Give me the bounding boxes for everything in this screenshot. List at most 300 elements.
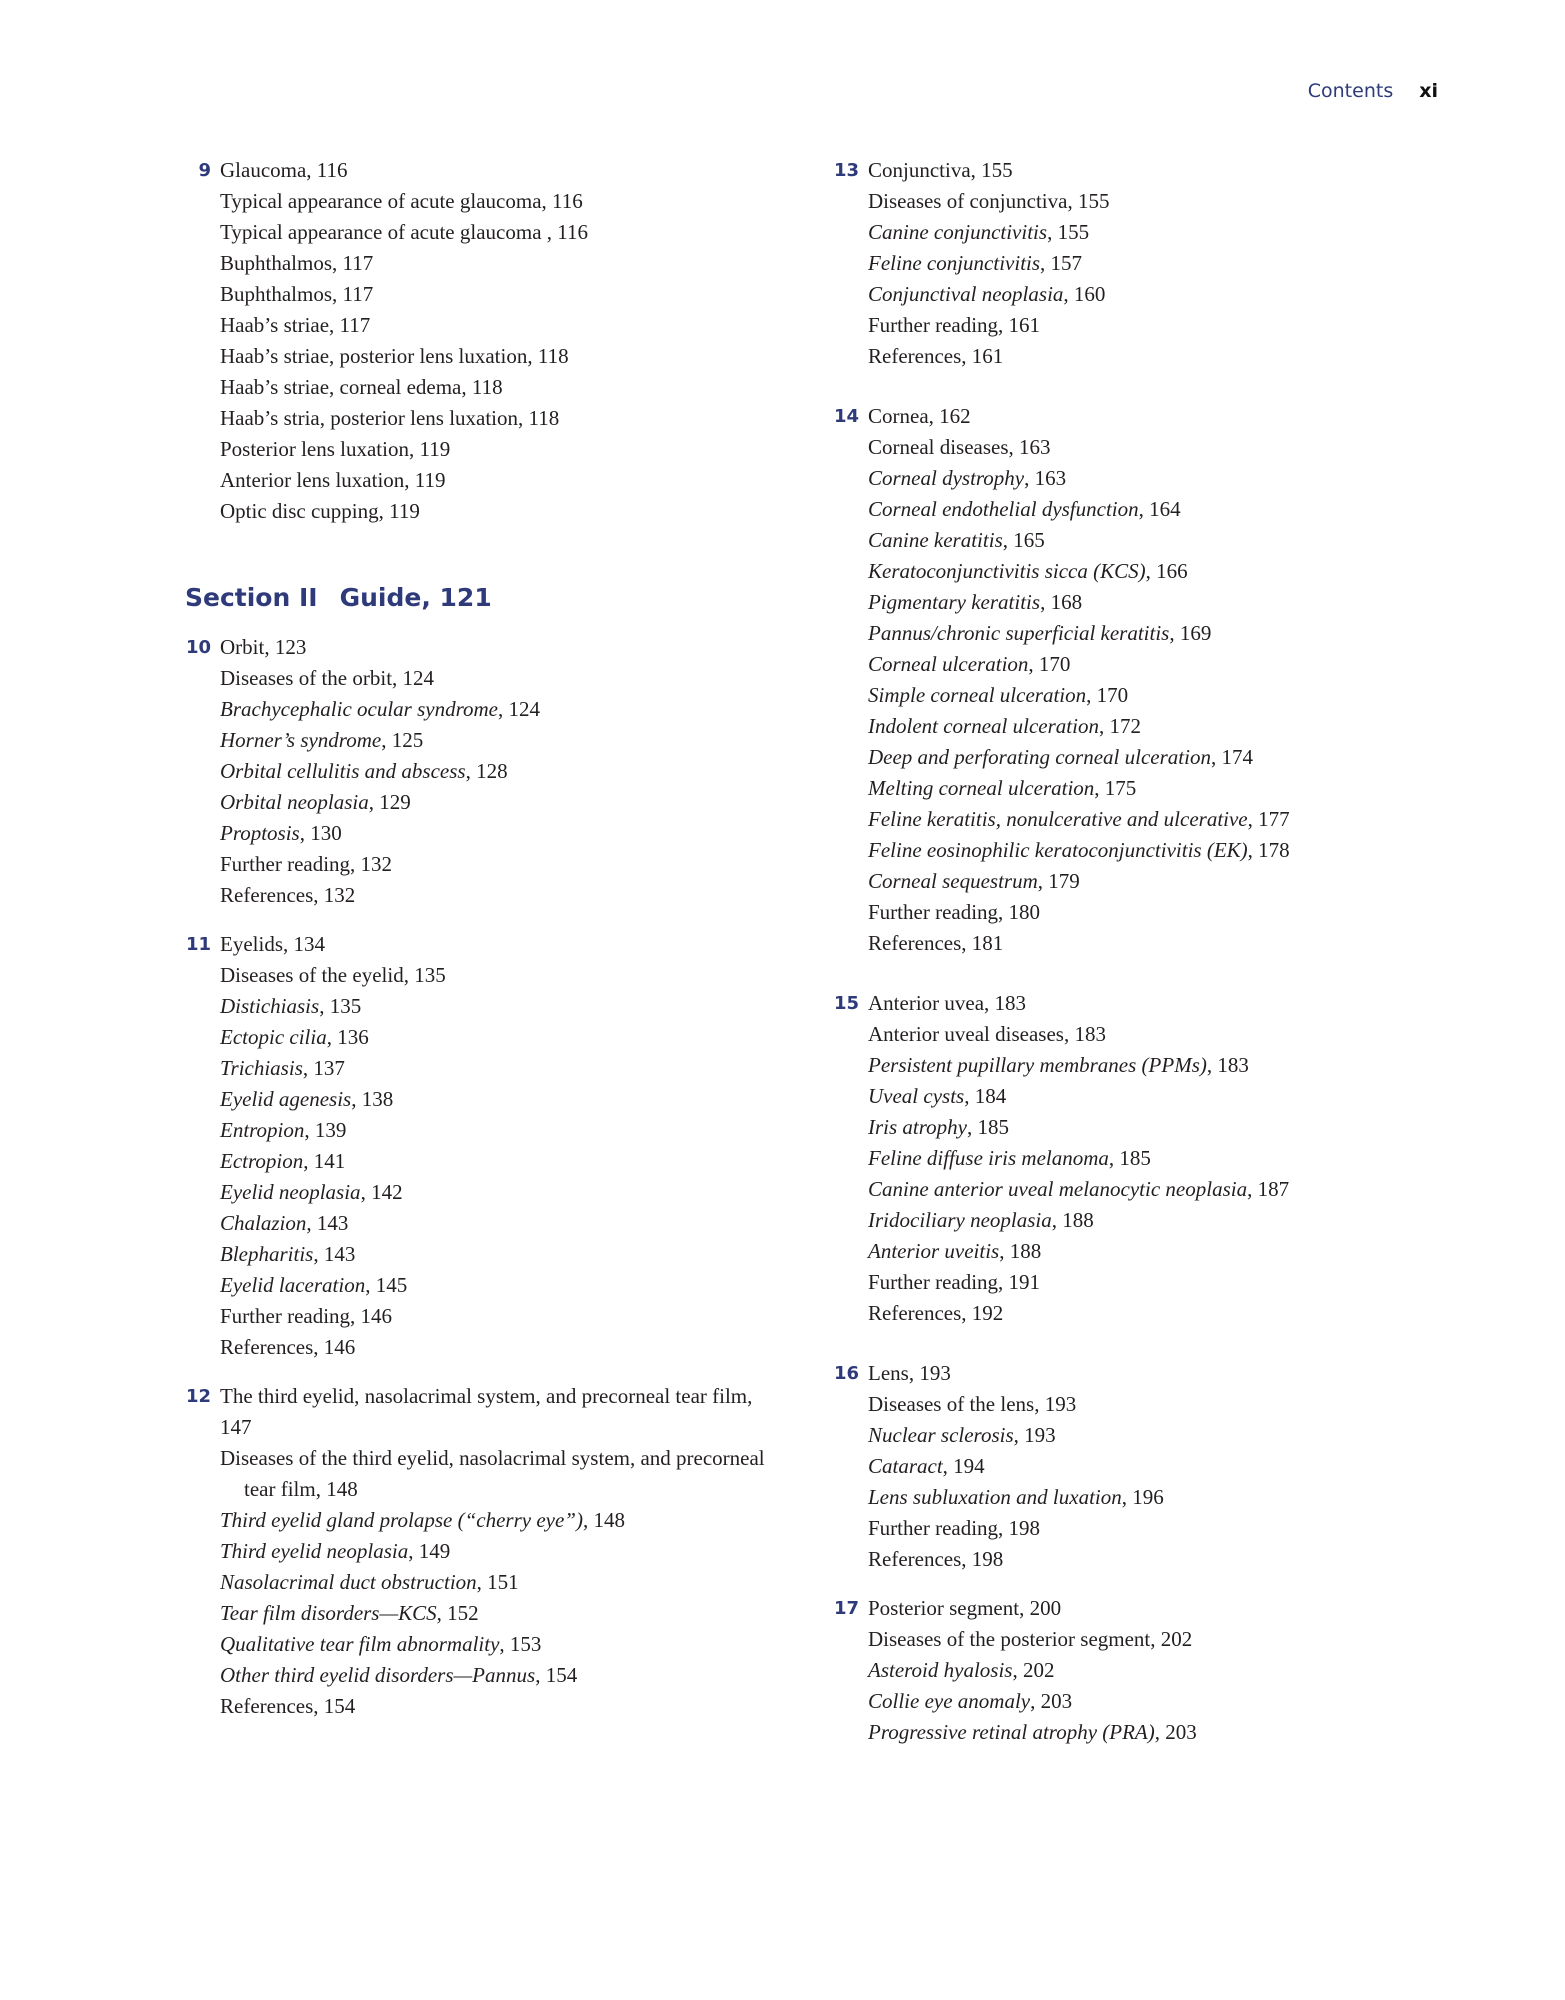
- toc-entry-page: 134: [293, 932, 325, 956]
- toc-entry-title: Melting corneal ulceration: [868, 776, 1095, 800]
- toc-entry-title: Nasolacrimal duct obstruction: [220, 1570, 477, 1594]
- toc-entry[interactable]: Further reading, 198: [868, 1516, 1041, 1540]
- toc-entry-page: 123: [274, 635, 307, 659]
- toc-entry-title: Optic disc cupping: [220, 499, 379, 523]
- toc-entry-title: Conjunctiva: [868, 158, 971, 182]
- toc-entry-page: 154: [323, 1694, 356, 1718]
- toc-entry-title: Further reading: [868, 1516, 999, 1540]
- toc-entry-title: Lens subluxation and luxation: [868, 1485, 1122, 1509]
- toc-entry-page: 155: [1057, 220, 1090, 244]
- toc-entry[interactable]: Orbital cellulitis and abscess, 128: [220, 759, 508, 783]
- toc-entry[interactable]: Pannus/chronic superficial keratitis, 169: [868, 621, 1212, 645]
- toc-entry-title: Typical appearance of acute glaucoma: [220, 220, 547, 244]
- toc-entry-title: Iris atrophy: [868, 1115, 967, 1139]
- section-name: Guide, 121: [339, 583, 492, 612]
- toc-entry[interactable]: Eyelid agenesis, 138: [220, 1087, 394, 1111]
- toc-entry[interactable]: Proptosis, 130: [220, 821, 342, 845]
- toc-entry[interactable]: Blepharitis, 143: [220, 1242, 356, 1266]
- toc-entry-page: 163: [1019, 435, 1051, 459]
- chapter-title-entry[interactable]: Posterior segment, 200: [868, 1596, 1062, 1620]
- toc-entry-page: 198: [1008, 1516, 1041, 1540]
- toc-entry[interactable]: Nuclear sclerosis, 193: [868, 1423, 1056, 1447]
- toc-entry[interactable]: Eyelid neoplasia, 142: [220, 1180, 403, 1204]
- toc-entry[interactable]: Further reading, 146: [220, 1304, 393, 1328]
- toc-entry-page: 119: [414, 468, 446, 492]
- toc-entry[interactable]: References, 161: [868, 344, 1004, 368]
- toc-entry-page: 174: [1221, 745, 1253, 769]
- toc-entry-title: Corneal dystrophy: [868, 466, 1025, 490]
- toc-entry-title: Diseases of the third eyelid, nasolacrimal system, and precorneal tear film: [220, 1446, 765, 1501]
- toc-entry-title: Glaucoma: [220, 158, 307, 182]
- toc-entry-title: Corneal diseases: [868, 435, 1009, 459]
- toc-entry-title: References: [868, 1547, 962, 1571]
- chapter-number: 16: [833, 1363, 859, 1384]
- toc-entry[interactable]: References, 132: [220, 883, 356, 907]
- toc-entry-page: 188: [1009, 1239, 1042, 1263]
- toc-entry-title: References: [220, 883, 314, 907]
- chapter-number: 17: [833, 1598, 859, 1619]
- toc-entry-page: 198: [971, 1547, 1004, 1571]
- running-head-label: Contents: [1307, 80, 1394, 102]
- toc-entry-page: 192: [971, 1301, 1004, 1325]
- toc-entry-title: Orbital neoplasia: [220, 790, 369, 814]
- toc-entry[interactable]: Orbital neoplasia, 129: [220, 790, 411, 814]
- toc-entry-page: 141: [313, 1149, 346, 1173]
- toc-entry-page: 136: [337, 1025, 369, 1049]
- toc-entry[interactable]: Third eyelid neoplasia, 149: [220, 1539, 451, 1563]
- toc-entry[interactable]: Corneal ulceration, 170: [868, 652, 1071, 676]
- toc-entry[interactable]: Indolent corneal ulceration, 172: [868, 714, 1141, 738]
- toc-entry-page: 138: [361, 1087, 394, 1111]
- toc-entry-title: Progressive retinal atrophy (PRA): [868, 1720, 1155, 1744]
- chapter-number: 10: [185, 637, 211, 658]
- toc-entry-page: 165: [1013, 528, 1045, 552]
- chapter-title-entry[interactable]: Eyelids, 134: [220, 932, 325, 956]
- toc-entry-title: Feline eosinophilic keratoconjunctivitis (EK): [868, 838, 1248, 862]
- toc-entry-page: 177: [1258, 807, 1290, 831]
- chapter-title-entry[interactable]: Anterior uvea, 183: [868, 991, 1027, 1015]
- toc-entry-page: 187: [1257, 1177, 1290, 1201]
- toc-entry[interactable]: Feline eosinophilic keratoconjunctivitis (EK), 178: [868, 838, 1290, 862]
- toc-entry-title: Entropion: [220, 1118, 305, 1142]
- toc-entry-title: Feline keratitis, nonulcerative and ulcerative: [868, 807, 1248, 831]
- toc-entry-page: 124: [402, 666, 435, 690]
- toc-entry-title: Haab’s striae: [220, 313, 330, 337]
- chapter-title-entry[interactable]: Cornea, 162: [868, 404, 971, 428]
- toc-entry-title: Haab’s striae, corneal edema: [220, 375, 462, 399]
- toc-entry-title: Eyelid agenesis: [220, 1087, 352, 1111]
- toc-entry[interactable]: Anterior lens luxation, 119: [220, 468, 446, 492]
- toc-entry-page: 183: [994, 991, 1027, 1015]
- toc-entry[interactable]: Conjunctival neoplasia, 160: [868, 282, 1106, 306]
- toc-entry-page: 181: [971, 931, 1004, 955]
- chapter-number: 14: [833, 406, 859, 427]
- toc-entry-title: The third eyelid, nasolacrimal system, and precorneal tear film: [220, 1384, 748, 1408]
- toc-entry-page: 145: [375, 1273, 408, 1297]
- toc-right-column: [833, 155, 1453, 1748]
- toc-entry-page: 149: [418, 1539, 451, 1563]
- toc-entry-page: 185: [1119, 1146, 1151, 1170]
- toc-entry[interactable]: References, 181: [868, 931, 1004, 955]
- toc-entry[interactable]: Haab’s striae, posterior lens luxation, 118: [220, 344, 569, 368]
- toc-entry[interactable]: Posterior lens luxation, 119: [220, 437, 451, 461]
- toc-entry-page: 169: [1179, 621, 1212, 645]
- toc-entry[interactable]: Further reading, 191: [868, 1270, 1041, 1294]
- toc-entry[interactable]: Pigmentary keratitis, 168: [868, 590, 1083, 614]
- toc-entry-page: 128: [476, 759, 508, 783]
- toc-entry-page: 183: [1217, 1053, 1249, 1077]
- toc-entry-page: 135: [414, 963, 446, 987]
- chapter-title-entry[interactable]: Glaucoma, 116: [220, 158, 348, 182]
- running-head: [1308, 80, 1438, 102]
- toc-entry-page: 170: [1096, 683, 1129, 707]
- toc-chapter: [833, 988, 1453, 1329]
- toc-entry-page: 157: [1050, 251, 1083, 275]
- toc-entry-page: 178: [1258, 838, 1290, 862]
- toc-entry-page: 146: [323, 1335, 356, 1359]
- chapter-title-entry[interactable]: Orbit, 123: [220, 635, 307, 659]
- toc-entry-title: Iridociliary neoplasia: [868, 1208, 1052, 1232]
- toc-entry[interactable]: Canine anterior uveal melanocytic neoplasia, 187: [868, 1177, 1290, 1201]
- toc-entry-title: Orbital cellulitis and abscess: [220, 759, 466, 783]
- toc-entry-page: 179: [1048, 869, 1080, 893]
- toc-entry-title: References: [868, 931, 962, 955]
- toc-entry[interactable]: Asteroid hyalosis, 202: [868, 1658, 1055, 1682]
- toc-entry-title: Pannus/chronic superficial keratitis: [868, 621, 1170, 645]
- toc-entry-page: 184: [974, 1084, 1007, 1108]
- toc-entry-title: Collie eye anomaly: [868, 1689, 1031, 1713]
- toc-entry-title: Cornea: [868, 404, 929, 428]
- toc-entry-title: Deep and perforating corneal ulceration: [868, 745, 1211, 769]
- toc-entry-title: Typical appearance of acute glaucoma: [220, 189, 542, 213]
- toc-chapter: [185, 155, 775, 527]
- toc-chapter: [833, 401, 1453, 959]
- toc-entry-page: 119: [389, 499, 420, 523]
- page-number: xi: [1419, 80, 1438, 102]
- toc-entry[interactable]: Corneal dystrophy, 163: [868, 466, 1067, 490]
- toc-entry[interactable]: Corneal endothelial dysfunction, 164: [868, 497, 1181, 521]
- toc-entry-title: Indolent corneal ulceration: [868, 714, 1099, 738]
- toc-entry[interactable]: Canine conjunctivitis, 155: [868, 220, 1090, 244]
- toc-entry[interactable]: Diseases of the posterior segment, 202: [868, 1627, 1193, 1651]
- toc-entry-title: Buphthalmos: [220, 251, 333, 275]
- toc-entry[interactable]: Optic disc cupping, 119: [220, 499, 420, 523]
- toc-entry-page: 166: [1156, 559, 1188, 583]
- toc-entry-page: 143: [323, 1242, 356, 1266]
- toc-entry[interactable]: Ectopic cilia, 136: [220, 1025, 369, 1049]
- toc-entry-title: Orbit: [220, 635, 265, 659]
- toc-chapter: [833, 1358, 1453, 1575]
- chapter-title-entry[interactable]: The third eyelid, nasolacrimal system, and precorneal tear film, 147: [220, 1384, 753, 1439]
- toc-entry-page: 132: [360, 852, 393, 876]
- toc-entry-title: Third eyelid gland prolapse (“cherry eye”): [220, 1508, 583, 1532]
- toc-entry-page: 203: [1165, 1720, 1197, 1744]
- toc-entry-page: 162: [939, 404, 971, 428]
- toc-entry-page: 194: [953, 1454, 985, 1478]
- toc-entry[interactable]: Buphthalmos, 117: [220, 282, 374, 306]
- toc-entry-title: Proptosis: [220, 821, 300, 845]
- toc-entry-title: Eyelids: [220, 932, 283, 956]
- toc-entry[interactable]: References, 198: [868, 1547, 1004, 1571]
- toc-entry[interactable]: References, 146: [220, 1335, 356, 1359]
- section-heading: [185, 583, 775, 612]
- toc-entry-title: Third eyelid neoplasia: [220, 1539, 409, 1563]
- toc-entry-page: 188: [1062, 1208, 1094, 1232]
- toc-entry-title: Lens: [868, 1361, 909, 1385]
- toc-entry-page: 183: [1074, 1022, 1106, 1046]
- toc-entry-page: 180: [1008, 900, 1041, 924]
- chapter-title-entry[interactable]: Conjunctiva, 155: [868, 158, 1013, 182]
- toc-entry[interactable]: Diseases of conjunctiva, 155: [868, 189, 1110, 213]
- toc-entry-title: Eyelid laceration: [220, 1273, 366, 1297]
- toc-entry-title: Ectopic cilia: [220, 1025, 327, 1049]
- toc-entry[interactable]: Diseases of the third eyelid, nasolacrimal system, and precorneal tear film, 148: [220, 1446, 765, 1501]
- toc-entry-page: 172: [1109, 714, 1141, 738]
- toc-entry-title: Blepharitis: [220, 1242, 314, 1266]
- toc-entry-title: Canine keratitis: [868, 528, 1003, 552]
- toc-entry[interactable]: Qualitative tear film abnormality, 153: [220, 1632, 542, 1656]
- toc-entry-title: References: [220, 1335, 314, 1359]
- toc-entry-page: 202: [1160, 1627, 1193, 1651]
- toc-entry[interactable]: Persistent pupillary membranes (PPMs), 183: [868, 1053, 1249, 1077]
- toc-entry-title: Haab’s striae, posterior lens luxation: [220, 344, 528, 368]
- toc-entry[interactable]: Diseases of the lens, 193: [868, 1392, 1077, 1416]
- toc-entry-page: 163: [1034, 466, 1067, 490]
- toc-entry-page: 200: [1029, 1596, 1062, 1620]
- toc-entry[interactable]: Diseases of the orbit, 124: [220, 666, 435, 690]
- toc-entry-title: Cataract: [868, 1454, 943, 1478]
- toc-entry-page: 153: [509, 1632, 542, 1656]
- toc-entry-page: 117: [342, 251, 374, 275]
- toc-entry-title: Haab’s stria, posterior lens luxation: [220, 406, 519, 430]
- toc-entry[interactable]: Ectropion, 141: [220, 1149, 346, 1173]
- toc-entry-title: Further reading: [220, 852, 351, 876]
- toc-entry-title: Feline diffuse iris melanoma: [868, 1146, 1109, 1170]
- toc-entry-page: 193: [919, 1361, 951, 1385]
- toc-entry[interactable]: Deep and perforating corneal ulceration, 174: [868, 745, 1253, 769]
- toc-entry[interactable]: Further reading, 132: [220, 852, 393, 876]
- toc-entry-title: Tear film disorders—KCS: [220, 1601, 437, 1625]
- toc-entry-title: References: [868, 344, 962, 368]
- toc-entry-title: Persistent pupillary membranes (PPMs): [868, 1053, 1207, 1077]
- toc-entry[interactable]: Buphthalmos, 117: [220, 251, 374, 275]
- chapter-number: 13: [833, 160, 859, 181]
- toc-entry-page: 118: [471, 375, 503, 399]
- toc-entry[interactable]: Anterior uveal diseases, 183: [868, 1022, 1106, 1046]
- toc-entry-page: 160: [1073, 282, 1106, 306]
- chapter-title-entry[interactable]: Lens, 193: [868, 1361, 951, 1385]
- toc-entry[interactable]: Haab’s stria, posterior lens luxation, 118: [220, 406, 560, 430]
- toc-entry-title: Distichiasis: [220, 994, 320, 1018]
- toc-entry-title: Eyelid neoplasia: [220, 1180, 361, 1204]
- toc-entry[interactable]: Further reading, 161: [868, 313, 1041, 337]
- toc-entry[interactable]: Canine keratitis, 165: [868, 528, 1045, 552]
- toc-entry-title: Pigmentary keratitis: [868, 590, 1041, 614]
- toc-chapter: [185, 1381, 775, 1722]
- toc-entry-title: Further reading: [868, 900, 999, 924]
- toc-entry-page: 117: [342, 282, 374, 306]
- toc-entry-page: 164: [1149, 497, 1181, 521]
- toc-entry[interactable]: Feline keratitis, nonulcerative and ulcerative, 177: [868, 807, 1290, 831]
- toc-entry[interactable]: Iris atrophy, 185: [868, 1115, 1009, 1139]
- toc-entry-title: Asteroid hyalosis: [868, 1658, 1013, 1682]
- toc-entry[interactable]: Melting corneal ulceration, 175: [868, 776, 1137, 800]
- toc-entry[interactable]: Collie eye anomaly, 203: [868, 1689, 1073, 1713]
- toc-entry-title: Anterior uveal diseases: [868, 1022, 1064, 1046]
- toc-entry[interactable]: References, 154: [220, 1694, 356, 1718]
- toc-entry-title: Nuclear sclerosis: [868, 1423, 1014, 1447]
- toc-entry-page: 151: [487, 1570, 519, 1594]
- toc-entry-page: 117: [339, 313, 371, 337]
- toc-entry-page: 118: [528, 406, 560, 430]
- toc-entry-title: References: [220, 1694, 314, 1718]
- toc-entry[interactable]: Feline conjunctivitis, 157: [868, 251, 1083, 275]
- toc-entry[interactable]: Keratoconjunctivitis sicca (KCS), 166: [868, 559, 1188, 583]
- toc-entry-page: 135: [329, 994, 362, 1018]
- toc-entry-title: Buphthalmos: [220, 282, 333, 306]
- toc-entry[interactable]: Further reading, 180: [868, 900, 1041, 924]
- toc-entry-page: 146: [360, 1304, 393, 1328]
- toc-entry-page: 116: [552, 189, 583, 213]
- toc-entry[interactable]: Brachycephalic ocular syndrome, 124: [220, 697, 540, 721]
- toc-entry[interactable]: Progressive retinal atrophy (PRA), 203: [868, 1720, 1197, 1744]
- toc-entry-title: Anterior uveitis: [868, 1239, 1000, 1263]
- toc-entry-title: Further reading: [868, 1270, 999, 1294]
- toc-entry[interactable]: Chalazion, 143: [220, 1211, 349, 1235]
- toc-entry-page: 155: [981, 158, 1013, 182]
- toc-entry-page: 142: [371, 1180, 403, 1204]
- toc-entry-page: 125: [391, 728, 424, 752]
- toc-entry-page: 124: [508, 697, 540, 721]
- toc-entry-title: Further reading: [868, 313, 999, 337]
- toc-entry[interactable]: Uveal cysts, 184: [868, 1084, 1007, 1108]
- toc-entry-page: 129: [379, 790, 411, 814]
- toc-entry-title: Uveal cysts: [868, 1084, 965, 1108]
- toc-entry-title: Diseases of conjunctiva: [868, 189, 1068, 213]
- toc-entry-title: Chalazion: [220, 1211, 307, 1235]
- toc-entry-title: Corneal sequestrum: [868, 869, 1038, 893]
- toc-left-column: [185, 155, 775, 1722]
- toc-entry[interactable]: Horner’s syndrome, 125: [220, 728, 424, 752]
- toc-entry[interactable]: Cataract, 194: [868, 1454, 985, 1478]
- toc-entry-page: 148: [326, 1477, 358, 1501]
- chapter-number: 15: [833, 993, 859, 1014]
- toc-entry-page: 193: [1024, 1423, 1056, 1447]
- toc-entry-title: Posterior lens luxation: [220, 437, 409, 461]
- toc-entry-page: 132: [323, 883, 356, 907]
- toc-entry-page: 202: [1022, 1658, 1055, 1682]
- toc-chapter: [185, 632, 775, 911]
- toc-entry[interactable]: Simple corneal ulceration, 170: [868, 683, 1129, 707]
- toc-entry-page: 175: [1104, 776, 1137, 800]
- toc-entry[interactable]: Typical appearance of acute glaucoma, 116: [220, 189, 583, 213]
- toc-entry-title: Anterior lens luxation: [220, 468, 405, 492]
- toc-entry-title: Diseases of the orbit: [220, 666, 393, 690]
- toc-entry-page: 196: [1132, 1485, 1164, 1509]
- toc-entry-title: Further reading: [220, 1304, 351, 1328]
- toc-entry-page: 203: [1040, 1689, 1073, 1713]
- toc-entry-title: Corneal ulceration: [868, 652, 1029, 676]
- toc-entry[interactable]: Entropion, 139: [220, 1118, 347, 1142]
- toc-entry-page: 148: [593, 1508, 625, 1532]
- toc-entry-title: Horner’s syndrome: [220, 728, 382, 752]
- toc-entry-title: Posterior segment: [868, 1596, 1020, 1620]
- toc-entry[interactable]: Corneal sequestrum, 179: [868, 869, 1080, 893]
- toc-entry-title: References: [868, 1301, 962, 1325]
- toc-entry-title: Keratoconjunctivitis sicca (KCS): [868, 559, 1146, 583]
- section-label: Section II: [185, 583, 318, 612]
- toc-entry[interactable]: Haab’s striae, 117: [220, 313, 371, 337]
- toc-entry-title: Conjunctival neoplasia: [868, 282, 1064, 306]
- toc-entry[interactable]: Nasolacrimal duct obstruction, 151: [220, 1570, 519, 1594]
- toc-entry-page: 170: [1038, 652, 1071, 676]
- toc-entry[interactable]: Third eyelid gland prolapse (“cherry eye”), 148: [220, 1508, 625, 1532]
- chapter-number: 12: [185, 1386, 211, 1407]
- toc-entry-page: 191: [1008, 1270, 1041, 1294]
- toc-entry-title: Diseases of the posterior segment: [868, 1627, 1151, 1651]
- toc-entry-title: Brachycephalic ocular syndrome: [220, 697, 498, 721]
- toc-entry[interactable]: Trichiasis, 137: [220, 1056, 345, 1080]
- toc-entry-title: Corneal endothelial dysfunction: [868, 497, 1139, 521]
- toc-entry-title: Canine conjunctivitis: [868, 220, 1048, 244]
- toc-entry[interactable]: Anterior uveitis, 188: [868, 1239, 1042, 1263]
- toc-entry-page: 155: [1077, 189, 1110, 213]
- toc-entry[interactable]: Iridociliary neoplasia, 188: [868, 1208, 1094, 1232]
- toc-entry-title: Canine anterior uveal melanocytic neoplasia: [868, 1177, 1248, 1201]
- chapter-number: 11: [185, 934, 211, 955]
- toc-entry-page: 161: [1008, 313, 1041, 337]
- toc-entry-title: Diseases of the eyelid: [220, 963, 404, 987]
- toc-entry-title: Other third eyelid disorders—Pannus: [220, 1663, 536, 1687]
- toc-entry-title: Simple corneal ulceration: [868, 683, 1087, 707]
- toc-entry-page: 193: [1044, 1392, 1077, 1416]
- toc-entry-title: Qualitative tear film abnormality: [220, 1632, 500, 1656]
- toc-entry-page: 139: [314, 1118, 347, 1142]
- toc-chapter: [833, 1593, 1453, 1748]
- toc-entry-page: 118: [537, 344, 569, 368]
- toc-entry-page: 161: [971, 344, 1004, 368]
- toc-entry-page: 137: [313, 1056, 345, 1080]
- toc-entry-page: 185: [977, 1115, 1009, 1139]
- toc-entry[interactable]: Distichiasis, 135: [220, 994, 362, 1018]
- toc-entry-page: 154: [545, 1663, 578, 1687]
- toc-entry-page: 168: [1050, 590, 1083, 614]
- chapter-number: 9: [198, 160, 211, 181]
- toc-entry[interactable]: References, 192: [868, 1301, 1004, 1325]
- toc-entry[interactable]: Lens subluxation and luxation, 196: [868, 1485, 1164, 1509]
- toc-entry-title: Anterior uvea: [868, 991, 985, 1015]
- toc-entry-title: Trichiasis: [220, 1056, 303, 1080]
- toc-entry-title: Feline conjunctivitis: [868, 251, 1041, 275]
- toc-entry-page: 143: [316, 1211, 349, 1235]
- toc-entry[interactable]: Eyelid laceration, 145: [220, 1273, 408, 1297]
- toc-entry-page: 130: [310, 821, 342, 845]
- toc-entry[interactable]: Diseases of the eyelid, 135: [220, 963, 446, 987]
- toc-entry-title: Diseases of the lens: [868, 1392, 1035, 1416]
- toc-entry[interactable]: Haab’s striae, corneal edema, 118: [220, 375, 503, 399]
- toc-entry[interactable]: Typical appearance of acute glaucoma , 116: [220, 220, 588, 244]
- toc-entry-page: 119: [419, 437, 451, 461]
- toc-entry-page: 116: [557, 220, 588, 244]
- toc-entry[interactable]: Feline diffuse iris melanoma, 185: [868, 1146, 1151, 1170]
- toc-entry[interactable]: Corneal diseases, 163: [868, 435, 1051, 459]
- toc-chapter: [185, 929, 775, 1363]
- toc-entry-title: Ectropion: [220, 1149, 304, 1173]
- toc-entry[interactable]: Other third eyelid disorders—Pannus, 154: [220, 1663, 578, 1687]
- toc-entry-page: 116: [316, 158, 348, 182]
- toc-entry[interactable]: Tear film disorders—KCS, 152: [220, 1601, 479, 1625]
- toc-entry-page: 147: [220, 1415, 252, 1439]
